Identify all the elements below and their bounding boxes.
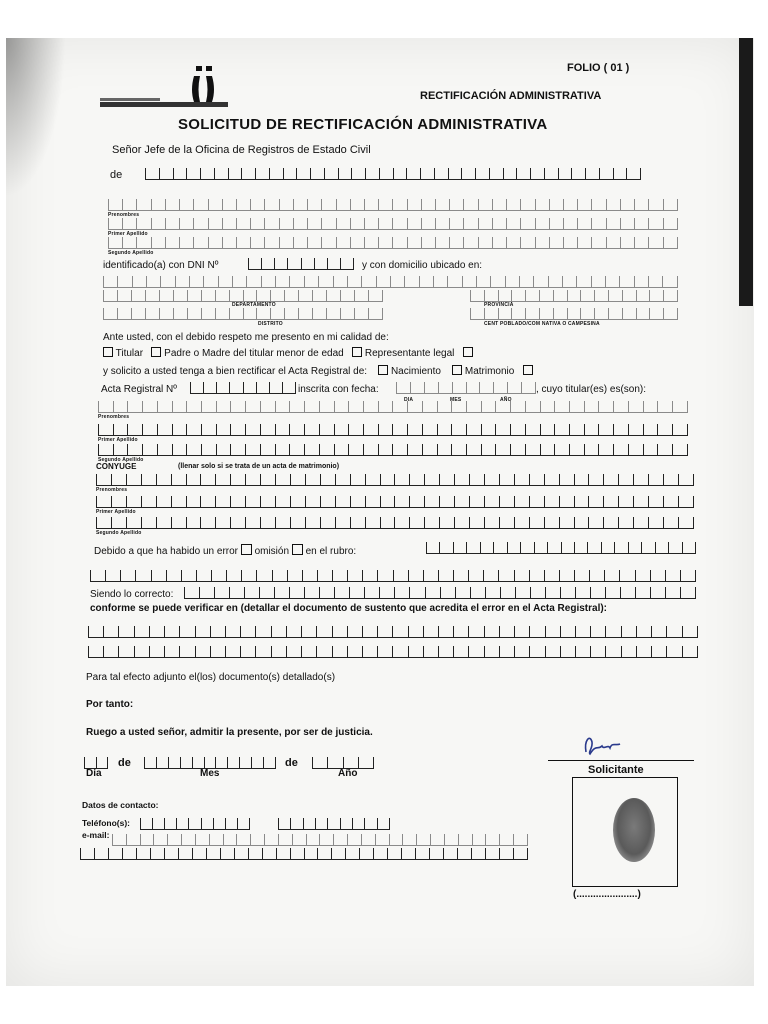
email-label: e-mail:	[82, 830, 110, 840]
domicilio-field[interactable]	[103, 276, 678, 288]
error-detail-field[interactable]	[90, 570, 696, 582]
domicilio-label: y con domicilio ubicado en:	[362, 260, 483, 271]
fecha-de-2: de	[285, 757, 298, 769]
representante-label: Representante legal	[364, 348, 455, 359]
acta-label: Acta Registral Nº	[101, 384, 177, 395]
matrimonio-checkbox[interactable]	[452, 365, 462, 375]
anio-label: AÑO	[500, 397, 512, 403]
prenombres-field[interactable]	[108, 199, 678, 211]
titular-label: Titular	[115, 348, 144, 359]
correcto-field[interactable]	[184, 587, 696, 599]
fecha-de-1: de	[118, 757, 131, 769]
email-field-1[interactable]	[112, 834, 528, 846]
representante-checkbox[interactable]	[352, 347, 362, 357]
segundo-apellido-label: Segundo Apellido	[108, 250, 154, 256]
dni-field[interactable]	[248, 258, 354, 270]
conyuge-primer-apellido-label: Primer Apellido	[96, 509, 136, 515]
dia-caption: Día	[86, 768, 102, 779]
nacimiento-label: Nacimiento	[390, 366, 441, 377]
distrito-field[interactable]	[103, 308, 383, 320]
error-row	[94, 544, 356, 557]
solicitante-name-dots: (......................)	[573, 889, 641, 900]
fecha-field[interactable]	[396, 382, 536, 394]
titular-primer-apellido-label: Primer Apellido	[98, 437, 138, 443]
matrimonio-label: Matrimonio	[464, 366, 515, 377]
signature-scribble	[580, 732, 624, 758]
solicito-label: y solicito a usted tenga a bien rectificar el Acta Registral de:	[103, 366, 368, 377]
sustento-field-2[interactable]	[88, 646, 698, 658]
titular-checkbox[interactable]	[103, 347, 113, 357]
titular-segundo-apellido-field[interactable]	[98, 444, 688, 456]
primer-apellido-field[interactable]	[108, 218, 678, 230]
telefono-field-1[interactable]	[140, 818, 250, 830]
error-checkbox[interactable]	[241, 544, 252, 555]
conyuge-note: (llenar solo si se trata de un acta de matrimonio)	[178, 463, 340, 470]
anio-caption: Año	[338, 768, 358, 779]
oficina-field[interactable]	[145, 168, 641, 180]
conyuge-prenombres-field[interactable]	[96, 474, 694, 486]
contacto-title: Datos de contacto:	[82, 800, 159, 810]
titulares-label: , cuyo titular(es) es(son):	[536, 384, 647, 395]
conyuge-segundo-apellido-field[interactable]	[96, 517, 694, 529]
otro-checkbox[interactable]	[523, 365, 533, 375]
omision-checkbox[interactable]	[292, 544, 303, 555]
de-label: de	[110, 169, 123, 181]
acta-type-row	[103, 365, 533, 377]
distrito-label: DISTRITO	[258, 321, 283, 327]
conyuge-segundo-apellido-label: Segundo Apellido	[96, 530, 142, 536]
conforme-label: conforme se puede verificar en (detallar el documento de sustento que acredita el error en el Acta Registral):	[90, 603, 608, 614]
conyuge-primer-apellido-field[interactable]	[96, 496, 694, 508]
rubro-field[interactable]	[426, 542, 696, 554]
provincia-label: PROVINCIA	[484, 302, 514, 308]
fingerprint-box	[572, 777, 678, 887]
correcto-label: Siendo lo correcto:	[90, 589, 174, 600]
titular-primer-apellido-field[interactable]	[98, 424, 688, 436]
capacity-options	[103, 347, 473, 359]
signature-line	[548, 760, 694, 761]
departamento-field[interactable]	[103, 290, 383, 302]
segundo-apellido-field[interactable]	[108, 237, 678, 249]
nacimiento-checkbox[interactable]	[378, 365, 388, 375]
por-tanto-text: Por tanto:	[86, 699, 134, 710]
page-title: SOLICITUD DE RECTIFICACIÓN ADMINISTRATIVA	[178, 116, 548, 133]
scan-edge	[739, 38, 753, 306]
prenombres-label: Prenombres	[108, 212, 140, 218]
fingerprint-icon	[613, 798, 655, 862]
centro-poblado-field[interactable]	[470, 308, 678, 320]
dia-label: DIA	[404, 397, 414, 403]
rubro-label: en el rubro:	[305, 546, 357, 557]
adjunto-text: Para tal efecto adjunto el(los) documento(s) detallado(s)	[86, 672, 336, 683]
salutation: Señor Jefe de la Oficina de Registros de Estado Civil	[112, 144, 371, 156]
conyuge-label: CONYUGE	[96, 462, 137, 471]
titular-segundo-apellido-label: Segundo Apellido	[98, 457, 144, 463]
inscrita-label: inscrita con fecha:	[298, 384, 379, 395]
provincia-field[interactable]	[470, 290, 678, 302]
titular-prenombres-label: Prenombres	[98, 414, 130, 420]
sustento-field-1[interactable]	[88, 626, 698, 638]
debido-label: Debido a que ha habido un error	[94, 546, 238, 557]
telefono-label: Teléfono(s):	[82, 818, 131, 828]
extra-checkbox[interactable]	[463, 347, 473, 357]
ruego-text: Ruego a usted señor, admitir la presente, por ser de justicia.	[86, 727, 373, 738]
reniec-logo	[100, 66, 230, 110]
identificado-label: identificado(a) con DNI Nº	[103, 260, 219, 271]
solicitante-label: Solicitante	[588, 764, 644, 776]
acta-number-field[interactable]	[190, 382, 296, 394]
centro-poblado-label: CENT POBLADO/COM NATIVA O CAMPESINA	[484, 321, 600, 327]
departamento-label: DEPARTAMENTO	[232, 302, 276, 308]
email-field-2[interactable]	[80, 848, 528, 860]
conyuge-prenombres-label: Prenombres	[96, 487, 128, 493]
header-subtitle: RECTIFICACIÓN ADMINISTRATIVA	[420, 90, 602, 102]
telefono-field-2[interactable]	[278, 818, 390, 830]
omision-label: omisión	[254, 546, 290, 557]
folio-label: FOLIO ( 01 )	[567, 62, 630, 74]
padre-label: Padre o Madre del titular menor de edad	[164, 348, 344, 359]
padre-checkbox[interactable]	[151, 347, 161, 357]
capacity-intro: Ante usted, con el debido respeto me presento en mi calidad de:	[103, 332, 389, 343]
primer-apellido-label: Primer Apellido	[108, 231, 148, 237]
mes-label: MES	[450, 397, 462, 403]
scan-shadow	[6, 38, 66, 198]
mes-caption: Mes	[200, 768, 220, 779]
titular-prenombres-field[interactable]	[98, 401, 688, 413]
